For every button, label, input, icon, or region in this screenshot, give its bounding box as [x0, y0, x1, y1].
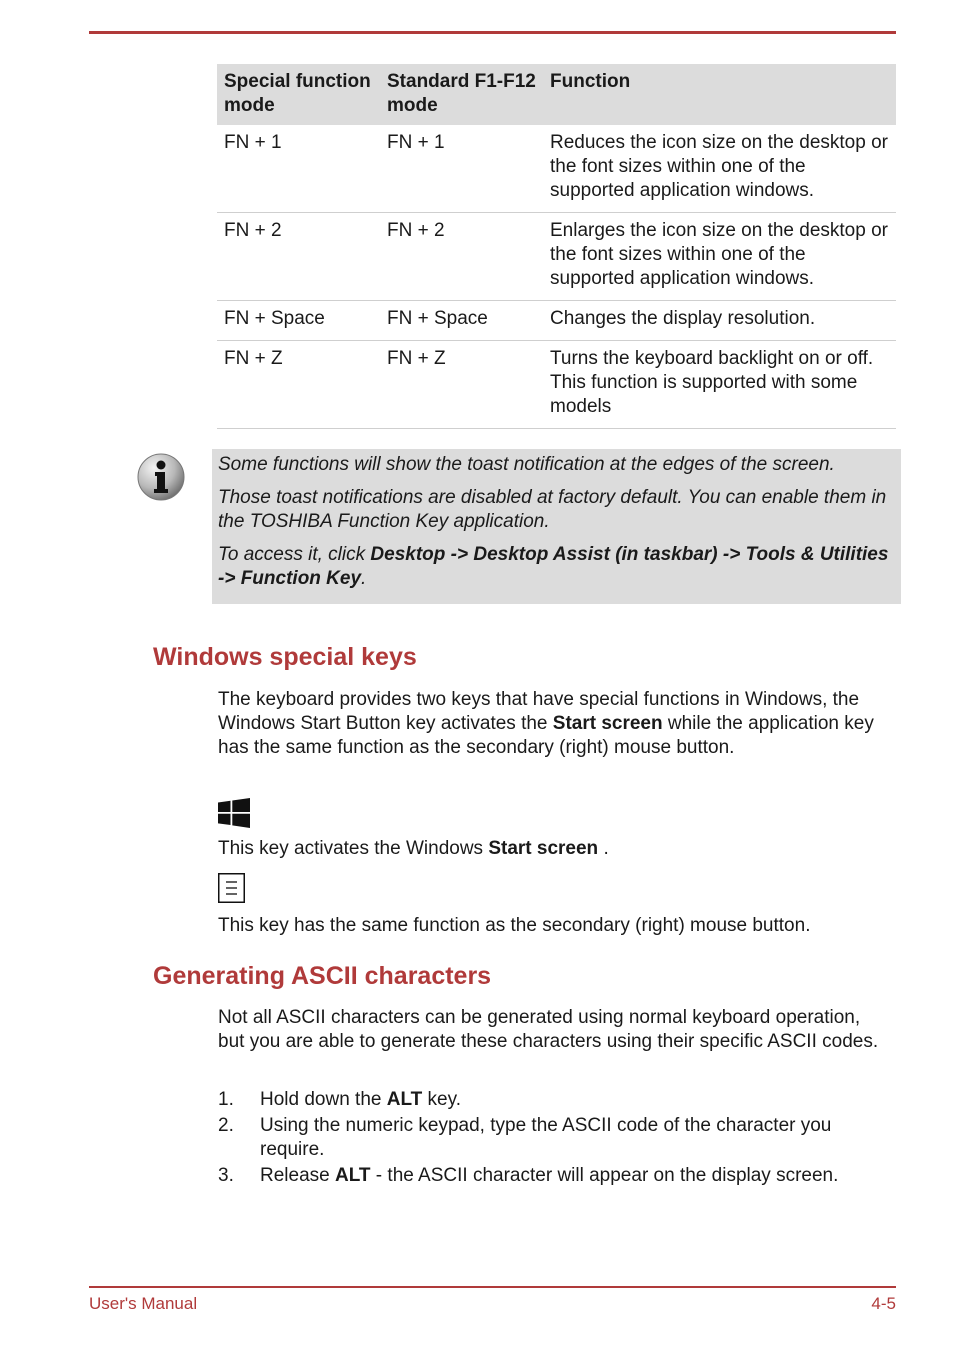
footer-rule: [89, 1286, 896, 1288]
bold-term: Start screen: [488, 838, 599, 859]
note-box: [212, 449, 901, 604]
application-key-description: This key has the same function as the secondary (right) mouse button.: [218, 915, 811, 936]
column-header: Function: [543, 64, 896, 125]
ascii-intro: Not all ASCII characters can be generated using normal keyboard operation, but you are able to generate these characters using their specific ASCII codes.: [218, 1007, 879, 1052]
table-cell: Changes the display resolution.: [543, 301, 896, 341]
step-text: - the ASCII character will appear on the display screen.: [370, 1165, 839, 1186]
step-text: Hold down the: [260, 1089, 387, 1110]
list-item: [218, 1088, 898, 1112]
table-header-row: [217, 64, 896, 125]
step-number: 3.: [218, 1165, 234, 1186]
table-row: [217, 125, 896, 213]
table-cell: FN + Space: [380, 301, 543, 341]
windows-keys-intro: [218, 688, 888, 760]
table-cell: FN + Z: [217, 341, 380, 429]
note-text: .: [361, 568, 367, 589]
footer-manual-title: User's Manual: [89, 1294, 198, 1313]
note-line: [218, 543, 893, 591]
table-cell: FN + 2: [380, 213, 543, 301]
table-cell: Enlarges the icon size on the desktop or the font sizes within one of the supported application windows.: [543, 213, 896, 301]
table-cell: FN + 1: [380, 125, 543, 213]
info-icon: [136, 452, 186, 502]
list-item: [218, 1164, 898, 1188]
table-cell: Turns the keyboard backlight on or off. This function is supported with some models: [543, 341, 896, 429]
table-row: [217, 341, 896, 429]
section-heading-windows-keys: Windows special keys: [153, 643, 417, 671]
step-number: 1.: [218, 1089, 234, 1110]
table-cell: FN + 1: [217, 125, 380, 213]
table-cell: FN + 2: [217, 213, 380, 301]
column-header: Special function mode: [217, 64, 380, 125]
table-row: [217, 301, 896, 341]
step-text: Release: [260, 1165, 335, 1186]
page-number: 4-5: [871, 1294, 896, 1313]
paragraph-text: while the application key has the same function as the secondary (right) mouse button.: [218, 713, 874, 758]
list-item: [218, 1114, 898, 1162]
table-cell: FN + Z: [380, 341, 543, 429]
bold-term: ALT: [335, 1165, 371, 1186]
note-line: Those toast notifications are disabled at factory default. You can enable them in the TOSHIBA Function Key application.: [218, 487, 887, 532]
column-header: Standard F1-F12 mode: [380, 64, 543, 125]
note-text: To access it, click: [218, 544, 371, 565]
function-key-table: [217, 64, 896, 429]
ascii-steps-list: [218, 1088, 898, 1190]
paragraph-text: This key activates the Windows: [218, 838, 489, 859]
note-line: Some functions will show the toast notification at the edges of the screen.: [218, 454, 835, 475]
application-key-icon: [218, 873, 245, 903]
bold-term: ALT: [386, 1089, 423, 1110]
header-rule: [89, 31, 896, 34]
paragraph-text: The keyboard provides two keys that have special functions in Windows, the Windows Start Button key activates the: [218, 689, 860, 734]
bold-term: Start screen: [552, 713, 663, 734]
paragraph-text: .: [598, 838, 609, 859]
windows-logo-icon: [218, 798, 250, 828]
step-text: key.: [422, 1089, 461, 1110]
step-number: 2.: [218, 1115, 234, 1136]
step-text: Using the numeric keypad, type the ASCII code of the character you require.: [260, 1115, 832, 1160]
section-heading-ascii: Generating ASCII characters: [153, 962, 492, 990]
table-cell: Reduces the icon size on the desktop or the font sizes within one of the supported application windows.: [543, 125, 896, 213]
windows-key-description: [218, 837, 888, 861]
note-path: Desktop -> Desktop Assist (in taskbar) -> Tools & Utilities -> Function Key: [218, 544, 889, 589]
table-row: [217, 213, 896, 301]
table-cell: FN + Space: [217, 301, 380, 341]
